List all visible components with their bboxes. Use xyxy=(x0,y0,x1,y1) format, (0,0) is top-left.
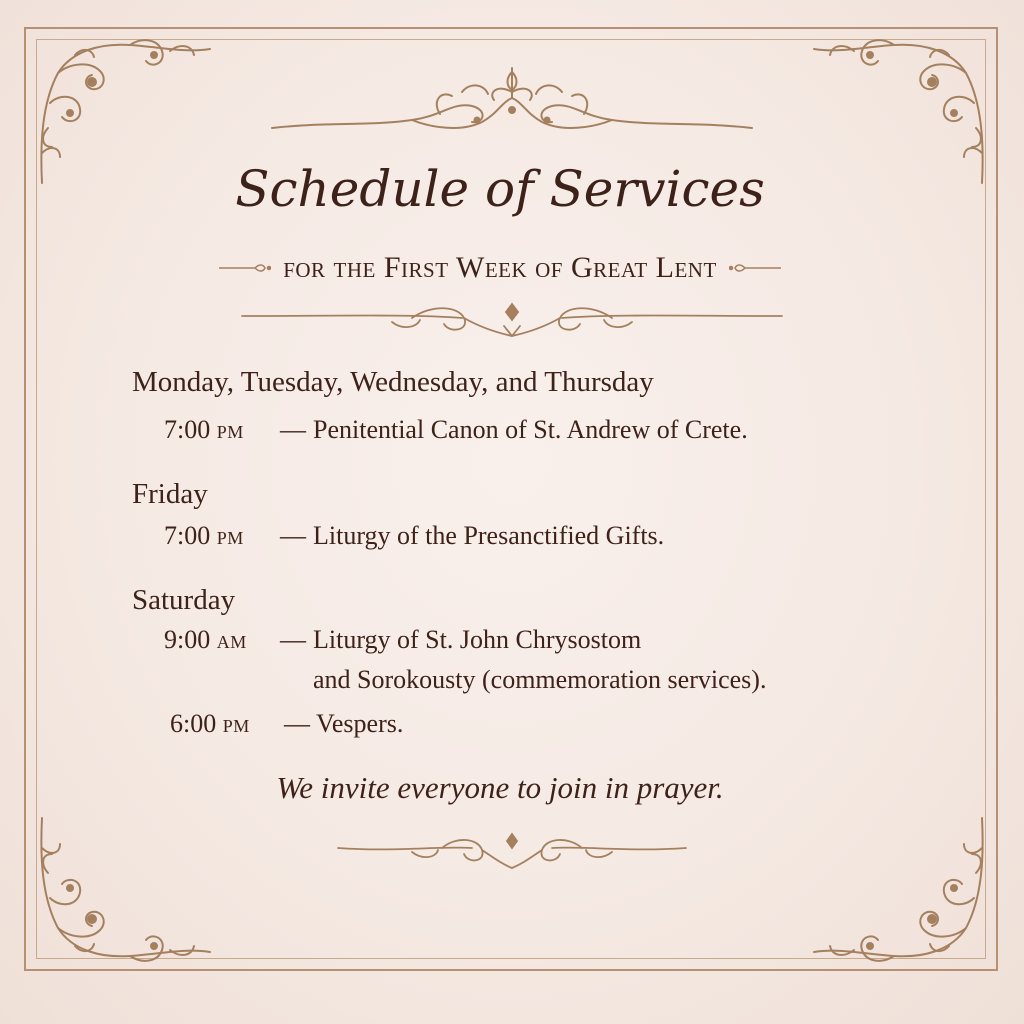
header-flourish-icon xyxy=(262,62,762,140)
service-description: Penitential Canon of St. Andrew of Crete. xyxy=(313,415,748,444)
service-time xyxy=(164,620,247,660)
time-value: 9:00 xyxy=(164,625,211,654)
service-description: Vespers. xyxy=(316,709,404,738)
corner-flourish-icon xyxy=(30,808,220,968)
document-subtitle: for the First Week of Great Lent xyxy=(283,251,717,284)
service-description-continuation: and Sorokousty (commemoration services). xyxy=(313,665,767,694)
separator-dash: — xyxy=(280,625,306,654)
separator-dash: — xyxy=(280,415,306,444)
footer-flourish-icon xyxy=(332,828,692,876)
subtitle-row xyxy=(150,248,850,288)
time-period: am xyxy=(216,625,247,654)
schedule-list xyxy=(132,362,892,738)
service-description: Liturgy of St. John Chrysostom xyxy=(313,625,642,654)
day-heading: Monday, Tuesday, Wednesday, and Thursday xyxy=(132,366,654,398)
corner-flourish-icon xyxy=(804,808,994,968)
right-flourish-icon xyxy=(729,262,781,274)
schedule-day-block xyxy=(132,474,892,554)
service-time xyxy=(164,516,244,556)
document-title: Schedule of Services xyxy=(235,160,765,218)
time-period: pm xyxy=(222,709,250,738)
schedule-day-block xyxy=(132,362,892,444)
closing-invitation: We invite everyone to join in prayer. xyxy=(276,770,724,805)
left-flourish-icon xyxy=(219,262,271,274)
separator-dash: — xyxy=(284,709,310,738)
time-period: pm xyxy=(216,415,244,444)
day-heading: Saturday xyxy=(132,584,236,616)
time-value: 7:00 xyxy=(164,521,211,550)
separator-dash: — xyxy=(280,521,306,550)
schedule-day-block xyxy=(132,580,892,740)
time-period: pm xyxy=(216,521,244,550)
divider-flourish-icon xyxy=(232,296,792,346)
service-time xyxy=(164,410,244,450)
time-value: 7:00 xyxy=(164,415,211,444)
service-time xyxy=(170,704,250,744)
service-description: Liturgy of the Presanctified Gifts. xyxy=(313,521,665,550)
time-value: 6:00 xyxy=(170,709,217,738)
day-heading: Friday xyxy=(132,478,208,510)
